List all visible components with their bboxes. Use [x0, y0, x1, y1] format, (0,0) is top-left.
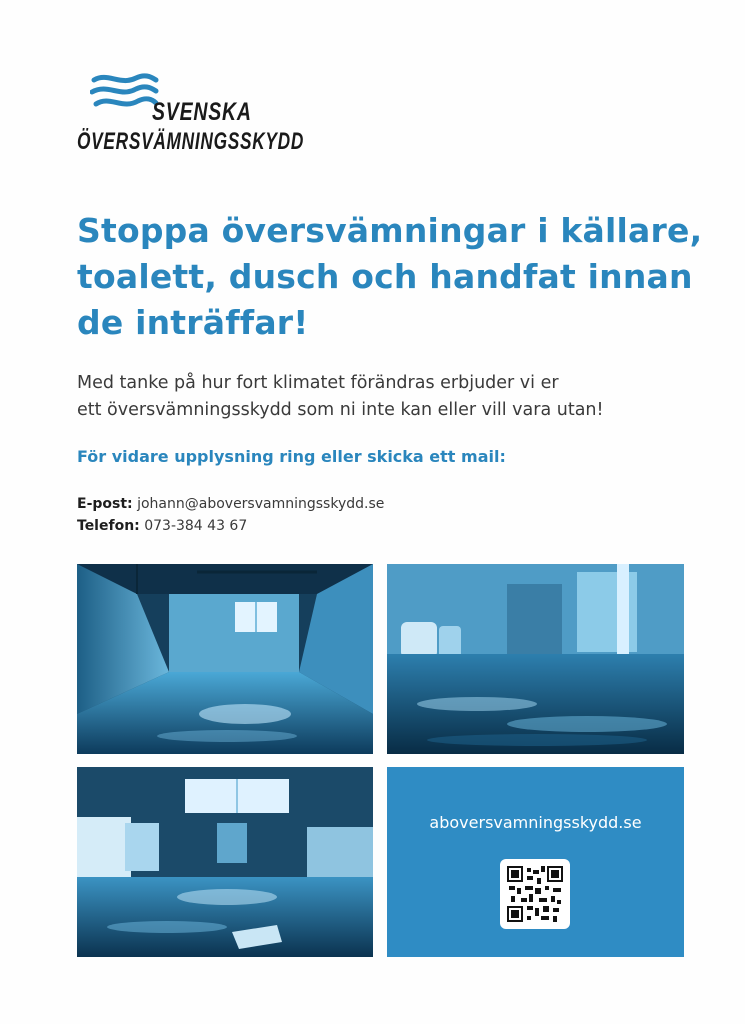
brand-name-line2: ÖVERSVÄMNINGSSKYDD: [77, 128, 305, 155]
qr-code-icon[interactable]: [507, 866, 563, 922]
website-panel: [387, 767, 684, 957]
call-to-action: För vidare upplysning ring eller skicka ett mail:: [77, 447, 506, 466]
headline: [77, 208, 717, 346]
phone-number[interactable]: 073-384 43 67: [144, 518, 248, 534]
headline-line: toalett, dusch och handfat innan: [77, 257, 693, 296]
phone-row: [77, 515, 384, 537]
flooded-basement-photo: [77, 564, 373, 754]
email-label: E-post:: [77, 496, 133, 512]
intro-text: [77, 370, 717, 424]
contact-block: [77, 493, 384, 537]
headline-line: Stoppa översvämningar i källare,: [77, 211, 703, 250]
website-link[interactable]: aboversvamningsskydd.se: [429, 813, 642, 832]
email-row: [77, 493, 384, 515]
email-link[interactable]: johann@aboversvamningsskydd.se: [137, 496, 385, 512]
intro-line: Med tanke på hur fort klimatet förändras erbjuder vi er: [77, 373, 559, 393]
phone-label: Telefon:: [77, 518, 140, 534]
flooded-room-photo: [387, 564, 684, 754]
intro-line: ett översvämningsskydd som ni inte kan eller vill vara utan!: [77, 400, 604, 420]
brand-name-line1: SVENSKA: [152, 98, 252, 126]
qr-code-frame: [500, 859, 570, 929]
flooded-storage-photo: [77, 767, 373, 957]
brand-logo: [77, 72, 320, 162]
headline-line: de inträffar!: [77, 303, 309, 342]
waves-icon: [90, 72, 160, 122]
